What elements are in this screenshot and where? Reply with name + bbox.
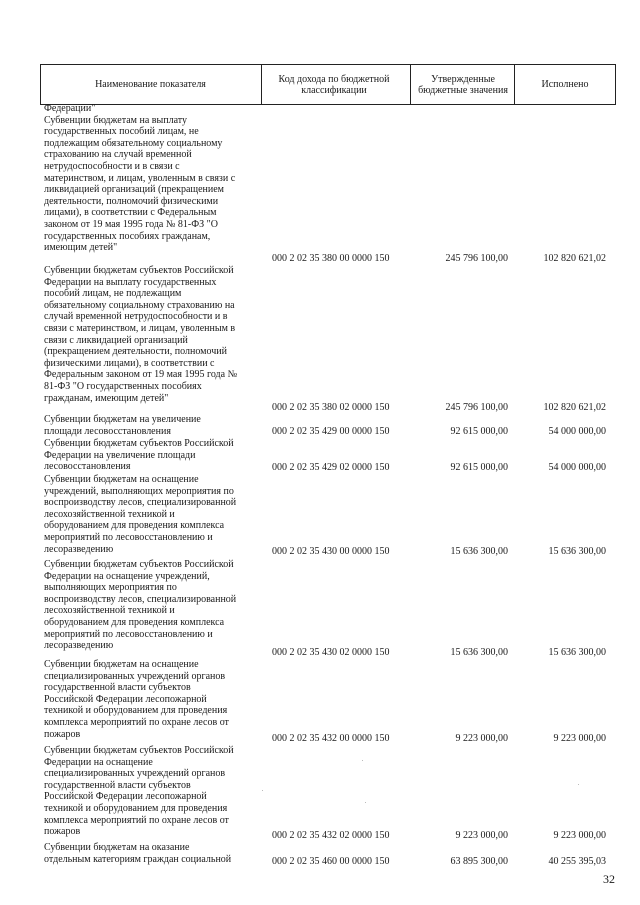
row-name: Субвенции бюджетам субъектов Российской Федерации на увеличение площади лесовосстановления [44, 438, 234, 473]
row-name: Субвенции бюджетам на увеличение площади лесовосстановления [44, 414, 201, 437]
row-executed: 15 636 300,00 [548, 546, 606, 557]
row-name: Субвенции бюджетам на оказание отдельным категориям граждан социальной [44, 842, 232, 865]
row-executed: 102 820 621,02 [543, 402, 606, 413]
row-approved: 15 636 300,00 [450, 647, 508, 658]
row-name: Субвенции бюджетам субъектов Российской Федерации на выплату государственных пособий лицам, не подлежащим обязательному социальному страхованию на случай временной нетрудоспособности и в связи с материнством, и лицам, уволенным в связи с ликвидацией организаций (прекращением деятельности, полномочий физическими лицами), в соответствии с Федеральным законом от 19 мая 1995 года № 81-ФЗ "О государственных пособиях гражданам, имеющим детей" [44, 265, 238, 404]
scan-speck [262, 790, 263, 791]
header-approved: Утвержденные бюджетные значения [418, 73, 508, 96]
row-approved: 92 615 000,00 [450, 462, 508, 473]
row-name: Субвенции бюджетам на оснащение учреждений, выполняющих мероприятия по воспроизводству лесов, специализированной лесохозяйственной техникой и оборудованием для проведения комплекса мероприятий по лесовосстановлению и лесоразведению [44, 474, 237, 555]
row-code: 000 2 02 35 429 02 0000 150 [272, 462, 390, 473]
row-approved: 245 796 100,00 [445, 253, 508, 264]
row-approved: 9 223 000,00 [455, 733, 508, 744]
row-code: 000 2 02 35 429 00 0000 150 [272, 426, 390, 437]
row-code: 000 2 02 35 430 00 0000 150 [272, 546, 390, 557]
page-number: 32 [603, 872, 615, 886]
row-executed: 54 000 000,00 [548, 462, 606, 473]
row-name: Федерации" Субвенции бюджетам на выплату государственных пособий лицам, не подлежащим обязательному социальному страхованию на случай временной нетрудоспособности и в связи с материнством, и лицам, уволенным в связи с ликвидацией организаций (прекращением деятельности, полномочий физическими лицами), в соответствии с Федеральным законом от 19 мая 1995 года № 81-ФЗ "О государственных пособиях гражданам, имеющим детей" [44, 103, 236, 254]
row-name: Субвенции бюджетам субъектов Российской Федерации на оснащение учреждений, выполняющих мероприятия по воспроизводству лесов, специализированной лесохозяйственной техникой и оборудованием для проведения комплекса мероприятий по лесовосстановлению и лесоразведению [44, 559, 237, 652]
row-code: 000 2 02 35 380 00 0000 150 [272, 253, 390, 264]
row-name: Субвенции бюджетам на оснащение специализированных учреждений органов государственной власти субъектов Российской Федерации лесопожарной техникой и оборудованием для проведения комплекса мероприятий по охране лесов от пожаров [44, 659, 229, 740]
row-name: Субвенции бюджетам субъектов Российской Федерации на оснащение специализированных учреждений органов государственной власти субъектов Российской Федерации лесопожарной техникой и оборудованием для проведения комплекса мероприятий по охране лесов от пожаров [44, 745, 234, 838]
row-approved: 92 615 000,00 [450, 426, 508, 437]
row-code: 000 2 02 35 432 00 0000 150 [272, 733, 390, 744]
row-code: 000 2 02 35 430 02 0000 150 [272, 647, 390, 658]
row-approved: 9 223 000,00 [455, 830, 508, 841]
header-code: Код дохода по бюджетной классификации [278, 73, 390, 96]
row-code: 000 2 02 35 380 02 0000 150 [272, 402, 390, 413]
row-executed: 102 820 621,02 [543, 253, 606, 264]
row-code: 000 2 02 35 460 00 0000 150 [272, 856, 390, 867]
row-approved: 63 895 300,00 [450, 856, 508, 867]
row-executed: 40 255 395,03 [548, 856, 606, 867]
scan-speck [578, 784, 579, 785]
header-executed: Исполнено [541, 79, 589, 90]
row-executed: 9 223 000,00 [553, 733, 606, 744]
row-executed: 54 000 000,00 [548, 426, 606, 437]
row-approved: 15 636 300,00 [450, 546, 508, 557]
row-approved: 245 796 100,00 [445, 402, 508, 413]
table-header [40, 64, 616, 105]
scan-speck [362, 760, 363, 761]
row-executed: 9 223 000,00 [553, 830, 606, 841]
header-name: Наименование показателя [95, 79, 206, 90]
row-code: 000 2 02 35 432 02 0000 150 [272, 830, 390, 841]
scan-speck [365, 802, 366, 803]
row-executed: 15 636 300,00 [548, 647, 606, 658]
